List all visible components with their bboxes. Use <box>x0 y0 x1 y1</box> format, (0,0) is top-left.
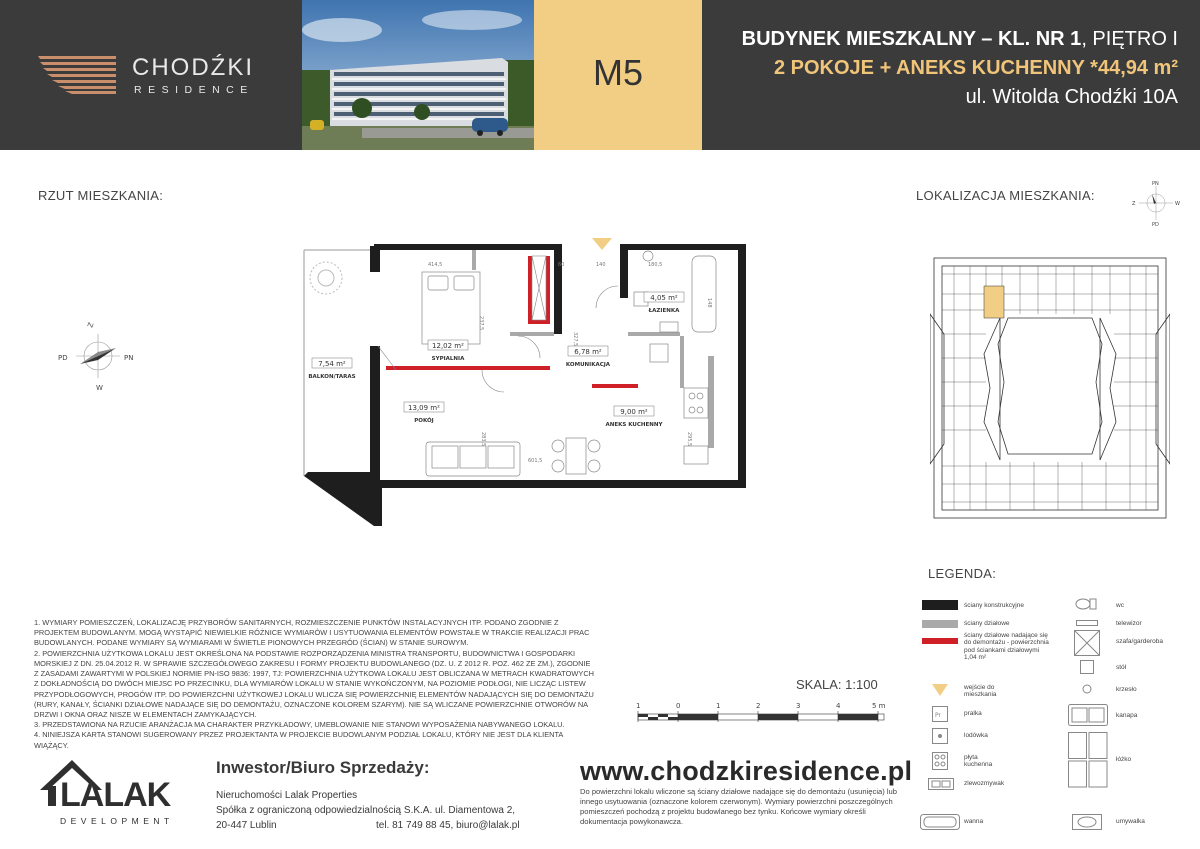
compass-label-pn: PN <box>1152 181 1159 187</box>
toilet-icon <box>643 251 653 261</box>
developer-logo-sub: DEVELOPMENT <box>60 816 174 826</box>
washbasin-icon <box>1072 814 1102 830</box>
bathtub-icon <box>692 256 716 332</box>
developer-logo[interactable] <box>38 756 198 828</box>
door-arcs <box>378 286 618 392</box>
compass-label-pd: PD <box>58 354 68 362</box>
location-section-title: LOKALIZACJA MIESZKANIA: <box>916 188 1095 203</box>
dim-label: 237,5 <box>478 316 484 331</box>
balcony-area <box>304 246 382 526</box>
legend-label: krzesło <box>1116 686 1137 693</box>
compass-label-w: W <box>96 384 103 392</box>
demountable-wall-icon <box>922 638 958 644</box>
compass-label-w: W <box>1175 201 1180 207</box>
entrance-marker-icon <box>592 238 612 250</box>
scale-tick: 2 <box>756 702 761 710</box>
legend-label: zlewozmywak <box>964 780 1005 787</box>
note-1: 1. WYMIARY POMIESZCZEŃ, LOKALIZACJĘ PRZYBORÓW SANITARNYCH, ROZMIESZCZENIE PUNKTÓW INSTALACYJNYCH ITP. PODANO ZGODNIE Z PROJEKTEM BUDOWLANYM. MOGĄ WYSTĄPIĆ NIEWIELKIE RÓŻNICE WYMIARÓW I USYTUOWANIA ELEMENTÓW POWSTAŁE W TRAKCIE REALIZACJI PRAC BUDOWLANYCH. PODANE WYMIARY SĄ WYMIARAMI W ŚWIETLE PIONOWYCH PRZEGRÓD (ŚCIAN) W STANIE SUROWYM. <box>34 618 590 648</box>
floor-plan <box>296 236 748 528</box>
demountable-walls <box>386 256 638 388</box>
cooktop-icon <box>684 388 708 418</box>
room-area-balcony: 7,54 m² <box>318 360 346 368</box>
dining-table-icon <box>552 438 600 474</box>
room-area-hall: 6,78 m² <box>574 348 602 356</box>
sink-icon <box>684 446 708 464</box>
scale-tick: 3 <box>796 702 801 710</box>
floor-label: , PIĘTRO I <box>1081 28 1178 50</box>
room-name-living: POKÓJ <box>414 418 434 424</box>
fridge-icon <box>932 728 948 744</box>
scale-tick: 0 <box>676 702 681 710</box>
website-note: Do powierzchni lokalu wliczone są ściany działowe nadające się do demontażu (usunięcia) lub innego usytuowania (oznaczone kolorem czerwonym). Wymiary powierzchni poszczególnych pomieszczeń pochodzą z projektu budowlanego bez tynku. Końcowe wymiary określi dokumentacja powykonawcza. <box>580 787 898 826</box>
building-location-map <box>930 254 1170 522</box>
apartment-type: 2 POKOJE + ANEKS KUCHENNY *44,94 m² <box>773 57 1178 79</box>
svg-text:Pr: Pr <box>935 712 941 719</box>
entrance-icon <box>932 684 948 696</box>
plan-compass-icon <box>52 316 148 396</box>
note-3: 3. PRZEDSTAWIONA NA RZUCIE ARANŻACJA MA CHARAKTER PRZYKŁADOWY, UMEBLOWANIE NIE STANOWI WYPOSAŻENIA NABYWANEGO LOKALU. <box>34 720 565 730</box>
room-name-balcony: BALKON/TARAS <box>308 374 356 380</box>
dim-label: 601,5 <box>528 458 543 464</box>
legend-label: wc <box>1116 602 1124 609</box>
compass-label-pd: PD <box>1152 222 1159 228</box>
investor-name: Nieruchomości Lalak Properties <box>216 790 358 801</box>
location-compass-icon <box>1130 178 1180 228</box>
building-name: BUDYNEK MIESZKALNY – KL. NR 1 <box>741 28 1082 50</box>
note-4: 4. NINIEJSZA KARTA STANOWI SUGEROWANY PRZEZ PROJEKTANTA W PROJEKCIE BUDOWLANYM PODZIAŁ LOKALU, KTÓRY NIE JEST DLA KLIENTA WIĄŻĄCY. <box>34 730 563 750</box>
unit-code-box <box>534 0 702 150</box>
brand-logo[interactable] <box>0 0 302 150</box>
bathtub-icon <box>920 814 960 830</box>
building-photo <box>302 0 534 150</box>
table-icon <box>1080 660 1094 674</box>
legend-label: telewizor <box>1116 620 1142 627</box>
tv-icon <box>1076 620 1098 626</box>
dim-label: 148 <box>706 298 712 308</box>
logo-stripes-icon <box>38 56 116 94</box>
legend-label: ściany konstrukcyjne <box>964 602 1024 609</box>
bed-icon <box>1068 732 1108 788</box>
legend-label: umywalka <box>1116 818 1145 825</box>
legend-label: pralka <box>964 710 982 717</box>
dim-label: 140 <box>596 262 606 268</box>
scale-tick: 1 <box>716 702 721 710</box>
website-link[interactable]: www.chodzkiresidence.pl <box>580 756 913 786</box>
legend-label: lodówka <box>964 732 988 739</box>
investor-city: 20-447 Lublin <box>216 820 277 831</box>
unit-code: M5 <box>592 52 643 93</box>
room-labels <box>308 292 684 428</box>
scale-tick: 4 <box>836 702 841 710</box>
investor-address: Spółka z ograniczoną odpowiedzialnością S.K.A. ul. Diamentowa 2, <box>216 805 516 816</box>
compass-label-z: Z <box>86 321 96 329</box>
scale-bar <box>632 700 894 726</box>
header-banner <box>0 0 1200 150</box>
compass-label-z: Z <box>1132 201 1136 207</box>
apartment-highlight <box>984 286 1004 318</box>
dim-label: 180,5 <box>648 262 663 268</box>
sink-icon <box>928 778 954 790</box>
dim-label: 295,5 <box>686 432 692 447</box>
legend-label: kanapa <box>1116 712 1138 719</box>
room-area-kitchen: 9,00 m² <box>620 408 648 416</box>
scale-tick: 5 m <box>872 702 886 710</box>
kitchen-fixtures <box>650 344 708 464</box>
room-area-living: 13,09 m² <box>408 404 440 412</box>
developer-logo-text: LALAK <box>60 776 171 814</box>
building-line <box>742 28 1178 51</box>
wardrobe-icon <box>1074 630 1100 656</box>
room-name-bathroom: ŁAZIENKA <box>648 308 680 314</box>
scale-label: SKALA: 1:100 <box>796 677 878 692</box>
legend-label: wejście do mieszkania <box>964 684 997 699</box>
dim-label: 414,5 <box>428 262 443 268</box>
sofa-icon <box>1068 704 1108 726</box>
chair-icon <box>1082 684 1092 694</box>
logo-sub: RESIDENCE <box>134 84 254 96</box>
legend-label: ściany działowe <box>964 620 1010 627</box>
note-2: 2. POWIERZCHNIA UŻYTKOWA LOKALU JEST OKREŚLONA NA PODSTAWIE ROZPORZĄDZENIA MINISTRA TRANSPORTU, BUDOWNICTWA I GOSPODARKI MORSKIEJ Z DN. 25.04.2012 R. W SPRAWIE SZCZEGÓŁOWEGO ZAKRESU I FORMY PROJEKTU BUDOWLANEGO (DZ. U. Z 2012 R. POZ. 462 ZE ZM.), ZGODNIE Z ZASADAMI ZAWARTYMI W POLSKIEJ NORMIE PN-ISO 9836: 1997, TJ: POWIERZCHNIA UŻYTKOWA LOKALU JEST OBLICZANA W METRACH KWADRATOWYCH Z DOKŁADNOŚCIĄ DO DWÓCH MIEJSC PO PRZECINKU, DLA WYMIARÓW LOKALU W STANIE WYKOŃCZONYM, NA POZIOMIE PODŁOGI, NIE LICZĄC LISTEW PRZYPODŁOGOWYCH, PROGÓW ITP. DO POWIERZCHNI UŻYTKOWEJ LOKALU WLICZA SIĘ POWIERZCHNIĘ ELEMENTÓW NADAJĄCYCH SIĘ DO DEMONTAŻU (RURY, KANAŁY, ŚCIANKI DZIAŁOWE NADAJĄCE SIĘ DO DEMONTAŻU, OZNACZONE KOLOREM SZARYM). NIE SĄ WLICZANE POWIERZCHNIE OTWORÓW NA DRZWI I OKNA ORAZ NISZE W ELEMENTACH ZAMYKAJĄCYCH. <box>34 648 594 719</box>
disclaimer-notes <box>34 618 594 751</box>
fridge-icon <box>650 344 668 362</box>
building-illustration <box>302 0 534 150</box>
dim-label: 283,5 <box>480 432 486 447</box>
washbasin-icon <box>660 322 678 332</box>
room-name-kitchen: ANEKS KUCHENNY <box>605 422 663 428</box>
toilet-icon <box>1074 598 1098 610</box>
room-name-hall: KOMUNIKACJA <box>565 362 611 368</box>
legend-label: łóżko <box>1116 756 1132 763</box>
room-area-bedroom: 12,02 m² <box>432 342 464 350</box>
logo-name: CHODŹKI <box>132 54 254 81</box>
washer-icon <box>932 706 948 722</box>
bathroom-fixtures <box>634 251 716 332</box>
wardrobe-icon <box>532 256 546 320</box>
sofa-icon <box>426 442 520 476</box>
legend-label: stół <box>1116 664 1127 671</box>
legend <box>920 592 1190 842</box>
room-name-bedroom: SYPIALNIA <box>431 356 465 362</box>
investor-contact[interactable]: tel. 81 749 88 45, biuro@lalak.pl <box>376 820 520 831</box>
legend-label: ściany działowe nadające się do demontażu - powierzchnia pod ściankami działowymi 1,04 m² <box>964 632 1049 662</box>
legend-label: szafa/garderoba <box>1116 638 1163 645</box>
scale-tick: 1 <box>636 702 641 710</box>
bed-icon <box>422 272 480 344</box>
partition-wall-icon <box>922 620 958 628</box>
header-info <box>742 28 1178 109</box>
legend-title: LEGENDA: <box>928 566 997 581</box>
structural-wall-icon <box>922 600 958 610</box>
legend-label: wanna <box>964 818 984 825</box>
dim-label: 327,5 <box>572 332 578 347</box>
cooktop-icon <box>932 752 948 770</box>
compass-label-pn: PN <box>124 354 134 362</box>
dim-label: 60 <box>558 262 565 268</box>
room-area-bathroom: 4,05 m² <box>650 294 678 302</box>
legend-label: płyta kuchenna <box>964 754 993 769</box>
address: ul. Witolda Chodźki 10A <box>965 86 1178 108</box>
plan-section-title: RZUT MIESZKANIA: <box>38 188 164 203</box>
investor-title: Inwestor/Biuro Sprzedaży: <box>216 758 430 777</box>
